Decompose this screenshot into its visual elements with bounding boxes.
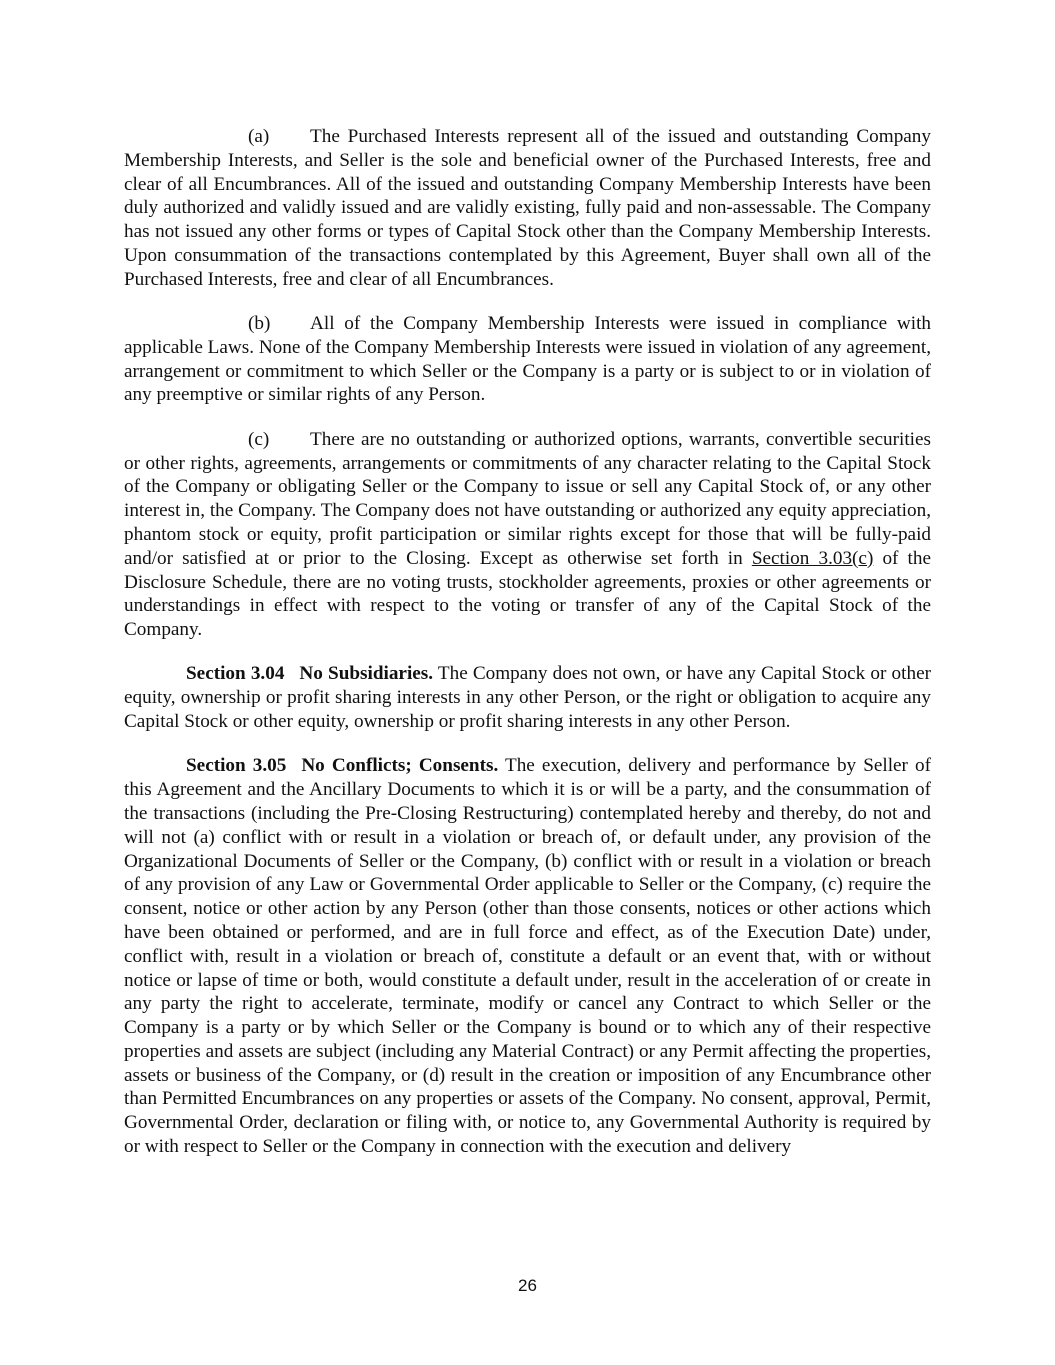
paragraph-b-label: (b) [248,313,271,335]
section-3-03c-reference: Section 3.03(c) [751,547,874,569]
document-page [124,125,931,1179]
paragraph-c-text-before: There are no outstanding or authorized options, warrants, convertible securities or other rights, agreements, arrangements or commitments of any character relating to the Capital Stock of the Company or obligating Seller or the Company to issue or sell any Capital Stock of, or any other interest in, the Company. The Company does not have outstanding or authorized any equity appreciation, phantom stock or equity, profit participation or similar rights except for those that will be fully-paid and/or satisfied at or prior to the Closing. Except as otherwise set forth in [124,428,931,569]
paragraph-c-label: (c) [248,428,270,450]
paragraph-a [124,125,931,292]
paragraph-c-text-after: of the Disclosure Schedule, there are no voting trusts, stockholder agreements, proxies or other agreements or understandings in effect with respect to the voting or transfer of any of the Capital Stock of the Company. [124,547,931,641]
section-3-05-text: The execution, delivery and performance by Seller of this Agreement and the Ancillary Documents to which it is or will be a party, and the consummation of the transactions (including the Pre-Closing Restructuring) contemplated hereby and thereby, do not and will not (a) conflict with or result in a violation or breach of, or default under, any provision of the Organizational Documents of Seller or the Company, (b) conflict with or result in a violation or breach of any provision of any Law or Governmental Order applicable to Seller or the Company, (c) require the consent, notice or other action by any Person (other than those consents, notices or other actions which have been obtained or performed, and are in full force and effect, as of the Execution Date) under, conflict with, result in a violation or breach of, constitute a default or an event that, with or without notice or lapse of time or both, would constitute a default under, result in the acceleration of or create in any party the right to accelerate, terminate, modify or cancel any Contract to which Seller or the Company is a party or by which Seller or the Company is bound or to which any of their respective properties and assets are subject (including any Material Contract) or any Permit affecting the properties, assets or business of the Company, or (d) result in the creation or imposition of any Encumbrance other than Permitted Encumbrances on any properties or assets of the Company. No consent, approval, Permit, Governmental Order, declaration or filing with, or notice to, any Governmental Authority is required by or with respect to Seller or the Company in connection with the execution and delivery [124,755,931,1158]
page-number: 26 [518,1276,537,1295]
paragraph-b-text: All of the Company Membership Interests were issued in compliance with applicable Laws. None of the Company Membership Interests were issued in violation of any agreement, arrangement or commitment to which Seller or the Company is a party or is subject to or in violation of any preemptive or similar rights of any Person. [124,313,931,406]
section-3-05-number: Section 3.05 [186,755,287,777]
paragraph-c [124,428,931,642]
paragraph-a-label: (a) [248,126,270,147]
paragraph-b [124,312,931,407]
section-3-04 [124,662,931,733]
section-3-05-title: No Conflicts; Consents. [301,755,499,777]
section-3-05 [124,754,931,1159]
section-3-04-title: No Subsidiaries. [299,663,434,685]
paragraph-a-text: The Purchased Interests represent all of the issued and outstanding Company Membership Interests, and Seller is the sole and beneficial owner of the Purchased Interests, free and clear of all Encumbrances. All of the issued and outstanding Company Membership Interests have been duly authorized and validly issued and are validly existing, fully paid and non-assessable. The Company has not issued any other forms or types of Capital Stock other than the Company Membership Interests. Upon consummation of the transactions contemplated by this Agreement, Buyer shall own all of the Purchased Interests, free and clear of all Encumbrances. [124,126,931,290]
section-3-04-text: The Company does not own, or have any Capital Stock or other equity, ownership or profit sharing interests in any other Person, or the right or obligation to acquire any Capital Stock or other equity, ownership or profit sharing interests in any other Person. [124,663,931,733]
section-3-04-number: Section 3.04 [186,663,285,685]
